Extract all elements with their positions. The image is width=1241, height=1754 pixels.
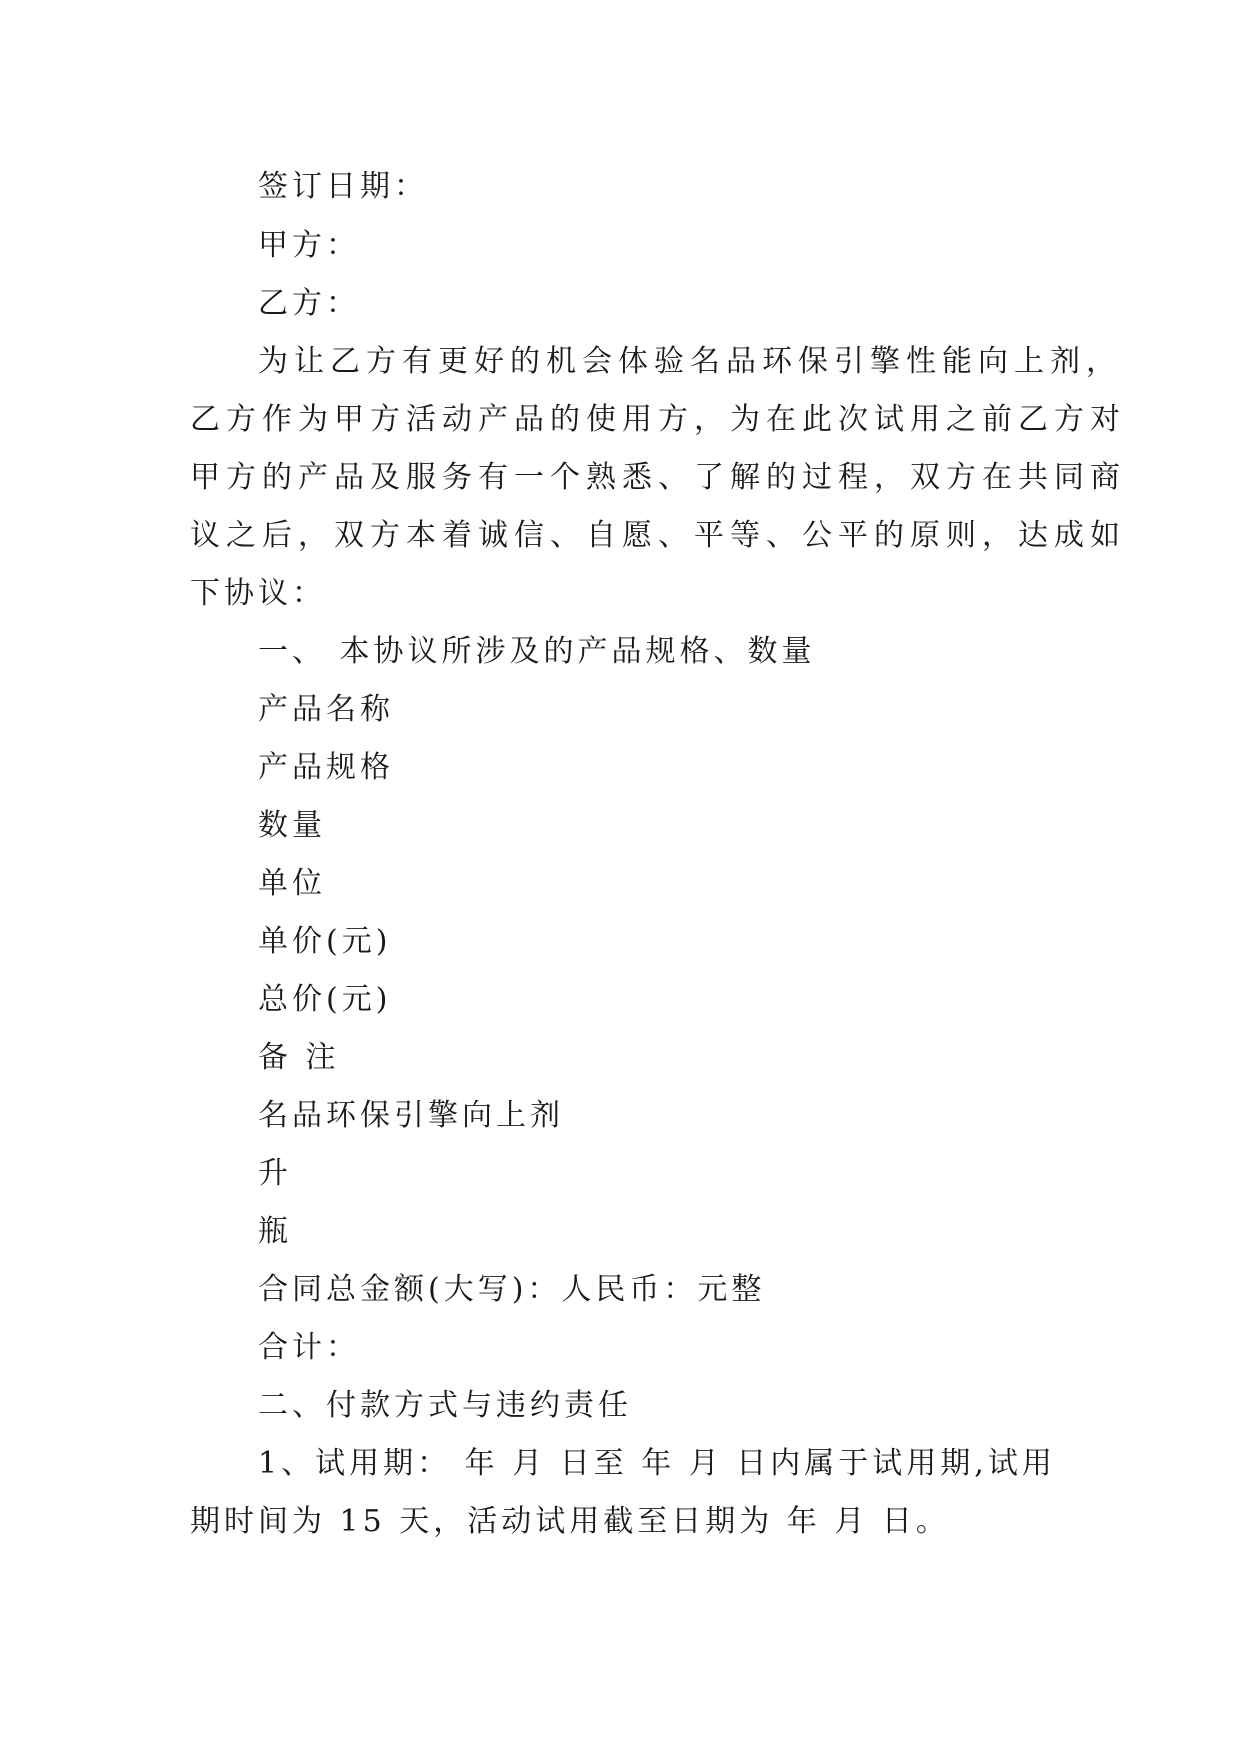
product-field: 产品规格: [258, 750, 394, 785]
intro-paragraph-line: 为让乙方有更好的机会体验名品环保引擎性能向上剂，: [258, 344, 1122, 379]
total-amount-line: 合同总金额(大写)：人民币：元整: [258, 1272, 766, 1307]
intro-paragraph-line: 乙方作为甲方活动产品的使用方，为在此次试用之前乙方对: [190, 402, 1126, 437]
product-field: 备 注: [258, 1040, 340, 1075]
section-2-heading: 二、付款方式与违约责任: [258, 1388, 632, 1423]
product-field: 单位: [258, 866, 326, 901]
product-field: 升: [258, 1156, 292, 1191]
intro-paragraph-line: 下协议：: [190, 576, 326, 611]
product-field: 产品名称: [258, 692, 394, 727]
product-field: 单价(元): [258, 924, 392, 959]
product-field: 总价(元): [258, 982, 392, 1017]
trial-period-line: 期时间为 15 天，活动试用截至日期为 年 月 日。: [190, 1504, 950, 1539]
intro-paragraph-line: 议之后，双方本着诚信、自愿、平等、公平的原则，达成如: [190, 518, 1126, 553]
party-b-label: 乙方：: [258, 286, 360, 321]
product-field: 名品环保引擎向上剂: [258, 1098, 564, 1133]
subtotal-line: 合计：: [258, 1330, 360, 1365]
product-field: 瓶: [258, 1214, 292, 1249]
trial-period-line: 1、试用期： 年 月 日至 年 月 日内属于试用期,试用: [258, 1446, 1056, 1481]
section-1-heading: 一、 本协议所涉及的产品规格、数量: [258, 634, 816, 669]
party-a-label: 甲方：: [258, 228, 360, 263]
intro-paragraph-line: 甲方的产品及服务有一个熟悉、了解的过程，双方在共同商: [190, 460, 1126, 495]
signing-date-label: 签订日期：: [258, 169, 428, 204]
product-field: 数量: [258, 808, 326, 843]
